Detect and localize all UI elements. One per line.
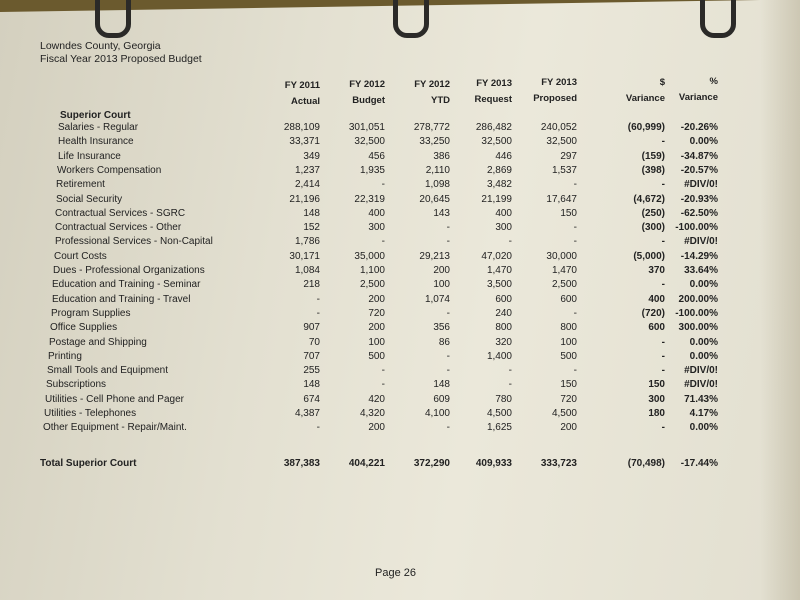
- cell-value: 600: [495, 293, 512, 305]
- table-row: [0, 265, 800, 279]
- column-header-line1: FY 2012: [414, 78, 450, 90]
- table-row: [0, 351, 800, 365]
- cell-value: #DIV/0!: [684, 236, 718, 248]
- cell-value: 297: [560, 150, 577, 162]
- table-row: [0, 422, 800, 436]
- cell-value: -: [661, 279, 665, 291]
- cell-value: 300: [495, 222, 512, 234]
- binder-ring-left: [95, 0, 131, 38]
- cell-value: -20.26%: [680, 122, 718, 133]
- column-header: [380, 77, 450, 109]
- cell-value: 320: [495, 336, 512, 348]
- table-row: [0, 279, 800, 293]
- row-label: Utilities - Cell Phone and Pager: [45, 393, 184, 405]
- table-row: [0, 208, 800, 222]
- cell-value: 21,196: [289, 193, 320, 205]
- column-header-line2: Proposed: [533, 93, 577, 105]
- cell-value: 300: [648, 393, 665, 405]
- column-header: [648, 74, 718, 106]
- table-row: [0, 136, 800, 150]
- cell-value: 372,290: [413, 458, 450, 469]
- cell-value: 674: [303, 393, 320, 405]
- cell-value: 152: [303, 222, 320, 234]
- column-header-line2: Actual: [290, 96, 320, 107]
- cell-value: 200.00%: [678, 293, 718, 305]
- cell-value: -: [446, 365, 450, 377]
- table-row: [0, 151, 800, 165]
- cell-value: 180: [648, 408, 665, 419]
- cell-value: -: [661, 236, 665, 248]
- cell-value: 278,772: [413, 122, 450, 133]
- cell-value: 150: [560, 379, 577, 391]
- column-header-line1: $: [659, 76, 665, 88]
- cell-value: -: [508, 379, 512, 391]
- row-label: Printing: [48, 350, 82, 362]
- table-row: [0, 194, 800, 208]
- county-name: Lowndes County, Georgia: [40, 40, 161, 52]
- cell-value: -20.93%: [680, 193, 718, 205]
- cell-value: -: [661, 179, 665, 191]
- cell-value: 409,933: [475, 458, 512, 469]
- table-row: [0, 294, 800, 308]
- cell-value: -: [661, 350, 665, 362]
- cell-value: 150: [560, 207, 577, 219]
- cell-value: -: [316, 422, 320, 434]
- cell-value: 2,414: [294, 179, 320, 191]
- cell-value: 20,645: [419, 193, 450, 205]
- cell-value: -: [508, 365, 512, 377]
- row-label: Professional Services - Non-Capital: [55, 236, 213, 248]
- cell-value: -: [573, 236, 577, 248]
- cell-value: (250): [641, 207, 665, 219]
- cell-value: 29,213: [419, 250, 450, 262]
- cell-value: 17,647: [546, 193, 577, 205]
- cell-value: 200: [368, 293, 385, 305]
- cell-value: 200: [368, 422, 385, 434]
- cell-value: 370: [648, 265, 665, 276]
- cell-value: 1,100: [359, 265, 385, 276]
- cell-value: -: [446, 307, 450, 319]
- cell-value: 400: [368, 207, 385, 219]
- cell-value: 404,221: [348, 458, 385, 469]
- cell-value: 33,371: [289, 136, 320, 148]
- cell-value: 1,625: [486, 422, 512, 434]
- cell-value: 2,869: [486, 164, 512, 176]
- cell-value: 0.00%: [689, 136, 718, 148]
- cell-value: 301,051: [348, 122, 385, 133]
- cell-value: 1,400: [486, 350, 512, 362]
- row-label: Small Tools and Equipment: [47, 365, 168, 377]
- cell-value: 3,500: [486, 279, 512, 291]
- table-row: [0, 337, 800, 351]
- column-header-line2: Variance: [678, 91, 718, 103]
- cell-value: 286,482: [475, 122, 512, 133]
- cell-value: 32,500: [354, 136, 385, 148]
- cell-value: 255: [303, 365, 320, 377]
- cell-value: 333,723: [540, 458, 577, 469]
- cell-value: -: [381, 379, 385, 391]
- row-label: Contractual Services - SGRC: [55, 207, 186, 219]
- row-label: Health Insurance: [58, 136, 134, 148]
- cell-value: 1,537: [551, 164, 577, 176]
- cell-value: -: [661, 136, 665, 148]
- column-header-line2: Request: [474, 93, 512, 105]
- row-label: Education and Training - Travel: [52, 293, 191, 305]
- cell-value: 100: [560, 336, 577, 348]
- cell-value: (5,000): [633, 250, 665, 262]
- cell-value: -: [446, 222, 450, 234]
- cell-value: 4.17%: [689, 408, 718, 419]
- row-label: Office Supplies: [50, 322, 118, 334]
- cell-value: 33,250: [419, 136, 450, 148]
- cell-value: 780: [495, 393, 512, 405]
- row-label: Contractual Services - Other: [55, 222, 182, 234]
- row-label: Other Equipment - Repair/Maint.: [43, 422, 187, 434]
- cell-value: 22,319: [354, 193, 385, 205]
- cell-value: 0.00%: [689, 350, 718, 362]
- cell-value: 2,500: [551, 279, 577, 291]
- cell-value: 148: [303, 379, 320, 391]
- cell-value: 70: [308, 336, 320, 348]
- cell-value: -: [446, 236, 450, 248]
- cell-value: 600: [648, 322, 665, 334]
- column-header: [507, 75, 577, 107]
- row-label: Social Security: [56, 193, 123, 205]
- column-header: [250, 78, 320, 110]
- cell-value: 288,109: [283, 122, 320, 133]
- budget-title: Fiscal Year 2013 Proposed Budget: [40, 53, 202, 65]
- table-row: [0, 365, 800, 379]
- cell-value: -62.50%: [680, 207, 718, 219]
- cell-value: -14.29%: [680, 250, 718, 262]
- row-label: Subscriptions: [46, 379, 107, 391]
- cell-value: 4,320: [359, 408, 385, 419]
- cell-value: 1,098: [424, 179, 450, 191]
- row-label: Education and Training - Seminar: [52, 279, 201, 291]
- table-row: [0, 122, 800, 136]
- cell-value: 71.43%: [684, 393, 718, 405]
- column-header-line2: YTD: [431, 94, 450, 106]
- row-label: Postage and Shipping: [49, 336, 147, 348]
- cell-value: 100: [368, 336, 385, 348]
- row-label: Program Supplies: [51, 307, 131, 319]
- table-row: [0, 394, 800, 408]
- row-label: Salaries - Regular: [58, 122, 139, 133]
- cell-value: 30,000: [546, 250, 577, 262]
- cell-value: #DIV/0!: [684, 379, 718, 391]
- cell-value: 1,074: [424, 293, 450, 305]
- column-header-line1: FY 2013: [476, 77, 512, 89]
- cell-value: 356: [433, 322, 450, 334]
- row-label: Total Superior Court: [40, 458, 137, 469]
- cell-value: -: [661, 336, 665, 348]
- cell-value: -17.44%: [680, 458, 718, 469]
- cell-value: 800: [560, 322, 577, 334]
- cell-value: 4,387: [294, 408, 320, 419]
- cell-value: 387,383: [283, 458, 320, 469]
- cell-value: 500: [560, 350, 577, 362]
- cell-value: -: [381, 236, 385, 248]
- cell-value: 218: [303, 279, 320, 291]
- cell-value: -100.00%: [675, 222, 718, 234]
- cell-value: -: [508, 236, 512, 248]
- table-row: [0, 322, 800, 336]
- cell-value: 35,000: [354, 250, 385, 262]
- cell-value: -: [661, 422, 665, 434]
- cell-value: 200: [368, 322, 385, 334]
- cell-value: 4,500: [551, 408, 577, 419]
- cell-value: 47,020: [481, 250, 512, 262]
- cell-value: 349: [303, 150, 320, 162]
- cell-value: 32,500: [546, 136, 577, 148]
- cell-value: (4,672): [633, 193, 665, 205]
- cell-value: 0.00%: [689, 336, 718, 348]
- table-row: [0, 379, 800, 393]
- column-header-line1: FY 2013: [541, 77, 577, 89]
- cell-value: 386: [433, 150, 450, 162]
- table-row: [0, 308, 800, 322]
- cell-value: 33.64%: [684, 265, 718, 276]
- cell-value: 300.00%: [678, 322, 718, 334]
- table-row: [0, 165, 800, 179]
- cell-value: 400: [648, 293, 665, 305]
- cell-value: -: [573, 365, 577, 377]
- cell-value: 0.00%: [689, 422, 718, 434]
- cell-value: (70,498): [627, 458, 665, 469]
- cell-value: 86: [438, 336, 450, 348]
- cell-value: -: [661, 365, 665, 377]
- cell-value: 4,500: [486, 408, 512, 419]
- cell-value: (60,999): [627, 122, 665, 133]
- cell-value: 200: [433, 265, 450, 276]
- cell-value: -: [573, 179, 577, 191]
- cell-value: 720: [368, 307, 385, 319]
- table-row: [0, 222, 800, 236]
- binder-ring-center: [393, 0, 429, 38]
- page-number: Page 26: [375, 567, 416, 579]
- cell-value: 420: [368, 393, 385, 405]
- table-row: [0, 179, 800, 193]
- column-header-line1: %: [709, 75, 718, 87]
- cell-value: 2,500: [359, 279, 385, 291]
- cell-value: 907: [303, 322, 320, 334]
- cell-value: -20.57%: [680, 164, 718, 176]
- cell-value: 2,110: [425, 164, 450, 176]
- cell-value: 446: [495, 150, 512, 162]
- cell-value: 200: [560, 422, 577, 434]
- row-label: Life Insurance: [58, 150, 121, 162]
- cell-value: -: [573, 222, 577, 234]
- cell-value: 1,786: [294, 236, 320, 248]
- cell-value: 100: [433, 279, 450, 291]
- cell-value: 1,470: [486, 265, 512, 276]
- cell-value: -: [573, 307, 577, 319]
- cell-value: 30,171: [289, 250, 320, 262]
- cell-value: 240: [495, 307, 512, 319]
- cell-value: 1,084: [294, 265, 320, 276]
- cell-value: 0.00%: [689, 279, 718, 291]
- column-header-line1: FY 2012: [349, 79, 385, 91]
- row-label: Utilities - Telephones: [44, 408, 137, 419]
- cell-value: 240,052: [540, 122, 577, 133]
- cell-value: 1,935: [359, 164, 385, 176]
- total-row: [0, 458, 800, 472]
- cell-value: (300): [641, 222, 665, 234]
- cell-value: 1,237: [294, 164, 320, 176]
- table-row: [0, 236, 800, 250]
- column-header-line2: Budget: [352, 95, 385, 107]
- table-row: [0, 251, 800, 265]
- cell-value: 720: [560, 393, 577, 405]
- cell-value: -: [381, 179, 385, 191]
- cell-value: -100.00%: [675, 307, 718, 319]
- cell-value: 600: [560, 293, 577, 305]
- cell-value: 148: [303, 207, 320, 219]
- cell-value: 3,482: [486, 179, 512, 191]
- cell-value: 148: [433, 379, 450, 391]
- section-title: Superior Court: [60, 110, 131, 121]
- cell-value: (159): [641, 150, 665, 162]
- cell-value: -: [381, 365, 385, 377]
- cell-value: #DIV/0!: [684, 179, 718, 191]
- cell-value: 1,470: [551, 265, 577, 276]
- column-header: [442, 76, 512, 108]
- cell-value: 609: [433, 393, 450, 405]
- cell-value: (720): [641, 307, 665, 319]
- row-label: Workers Compensation: [57, 164, 162, 176]
- column-header: [315, 77, 385, 109]
- cell-value: 21,199: [481, 193, 512, 205]
- column-header-line1: FY 2011: [284, 80, 320, 91]
- cell-value: 150: [648, 379, 665, 391]
- cell-value: 143: [433, 207, 450, 219]
- cell-value: -: [446, 350, 450, 362]
- cell-value: 707: [303, 350, 320, 362]
- cell-value: 400: [495, 207, 512, 219]
- cell-value: (398): [641, 164, 665, 176]
- cell-value: -: [446, 422, 450, 434]
- cell-value: -: [316, 293, 320, 305]
- cell-value: 500: [368, 350, 385, 362]
- cell-value: -: [316, 307, 320, 319]
- table-row: [0, 408, 800, 422]
- cell-value: -34.87%: [680, 150, 718, 162]
- row-label: Dues - Professional Organizations: [53, 265, 205, 276]
- cell-value: 300: [368, 222, 385, 234]
- row-label: Retirement: [56, 179, 105, 191]
- cell-value: 32,500: [481, 136, 512, 148]
- cell-value: #DIV/0!: [684, 365, 718, 377]
- column-header-line2: Variance: [625, 92, 665, 104]
- cell-value: 800: [495, 322, 512, 334]
- cell-value: 4,100: [424, 408, 450, 419]
- row-label: Court Costs: [54, 250, 107, 262]
- cell-value: 456: [368, 150, 385, 162]
- binder-ring-right: [700, 0, 736, 38]
